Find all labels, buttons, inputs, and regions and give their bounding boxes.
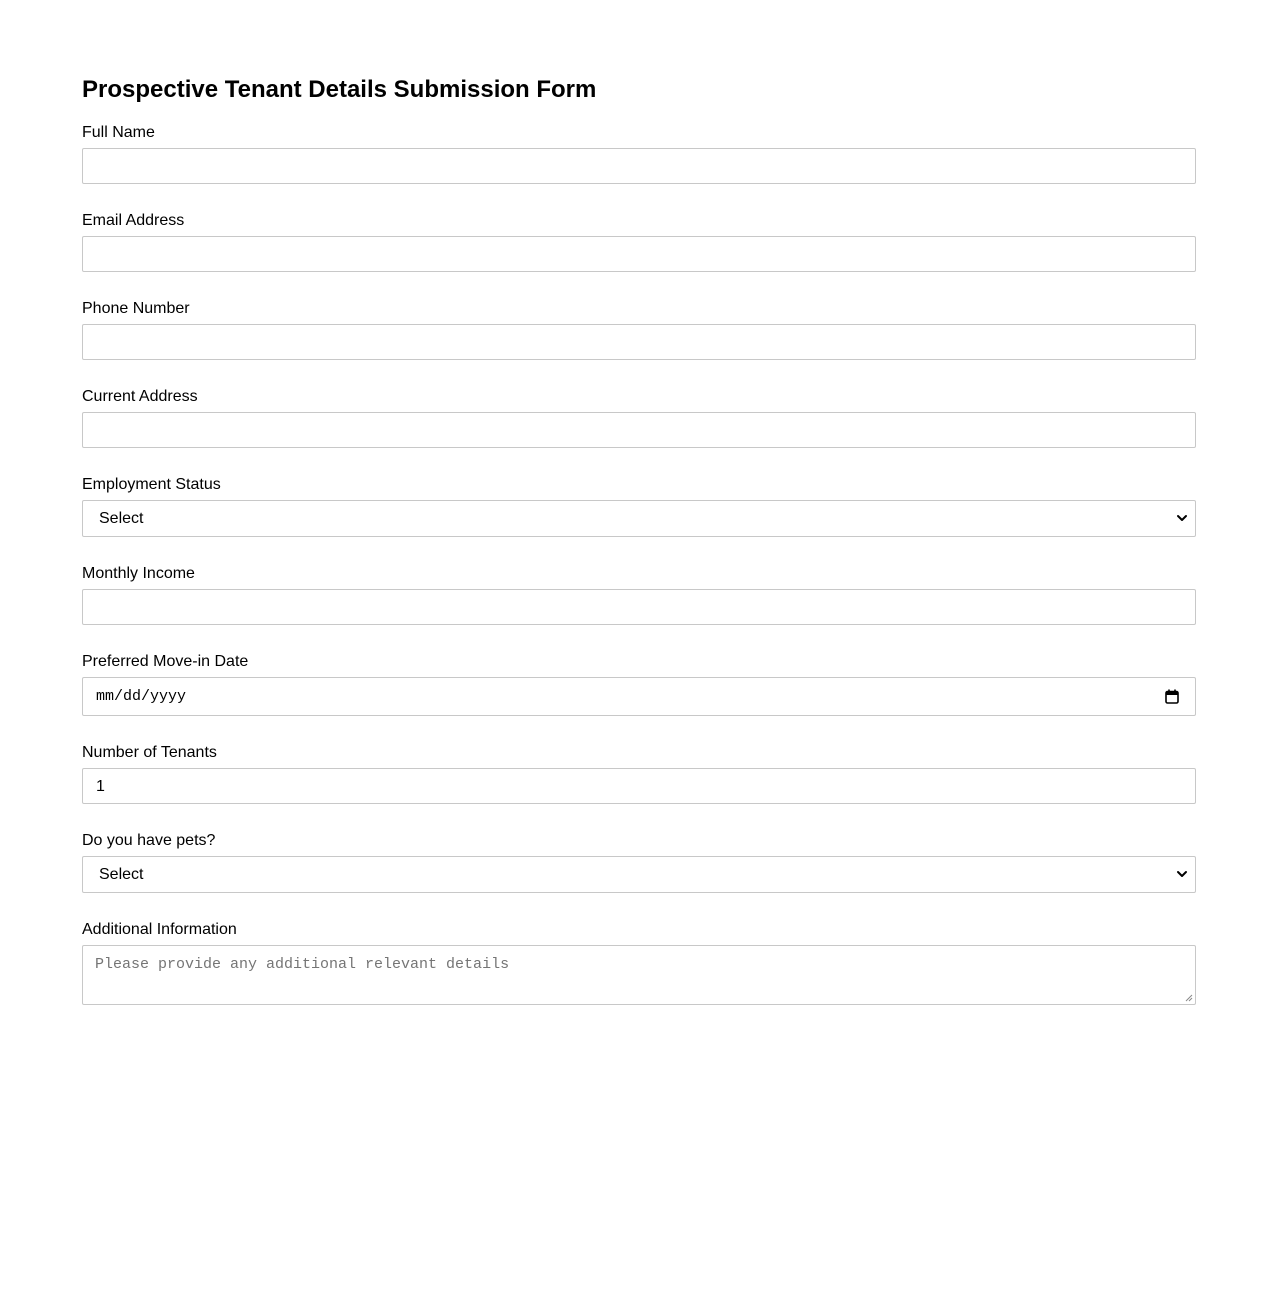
page-title: Prospective Tenant Details Submission Form	[82, 76, 597, 103]
pets-value: Select	[99, 866, 144, 883]
pets-label: Do you have pets?	[82, 832, 216, 849]
chevron-down-icon	[1176, 867, 1188, 881]
email-input[interactable]	[82, 236, 1196, 272]
resize-handle-icon[interactable]	[1185, 994, 1193, 1002]
monthly-income-input[interactable]	[82, 589, 1196, 625]
current-address-label: Current Address	[82, 388, 198, 405]
tenant-form	[82, 74, 1196, 1005]
email-label: Email Address	[82, 212, 185, 229]
pets-select[interactable]	[82, 856, 1196, 893]
additional-info-textarea[interactable]	[82, 945, 1196, 1005]
move-in-date-label: Preferred Move-in Date	[82, 653, 249, 670]
employment-status-label: Employment Status	[82, 476, 221, 493]
phone-label: Phone Number	[82, 300, 190, 317]
employment-status-value: Select	[99, 510, 144, 527]
num-tenants-input[interactable]	[82, 768, 1196, 804]
full-name-label: Full Name	[82, 124, 155, 141]
full-name-input[interactable]	[82, 148, 1196, 184]
additional-info-placeholder: Please provide any additional relevant details	[95, 956, 510, 973]
chevron-down-icon	[1176, 511, 1188, 525]
employment-status-select[interactable]	[82, 500, 1196, 537]
num-tenants-value: 1	[96, 778, 105, 795]
monthly-income-label: Monthly Income	[82, 565, 195, 582]
phone-input[interactable]	[82, 324, 1196, 360]
move-in-date-placeholder: mm/dd/yyyy	[96, 688, 187, 705]
calendar-icon[interactable]	[1165, 689, 1179, 704]
num-tenants-label: Number of Tenants	[82, 744, 217, 761]
move-in-date-input[interactable]	[82, 677, 1196, 716]
current-address-input[interactable]	[82, 412, 1196, 448]
additional-info-label: Additional Information	[82, 921, 237, 938]
